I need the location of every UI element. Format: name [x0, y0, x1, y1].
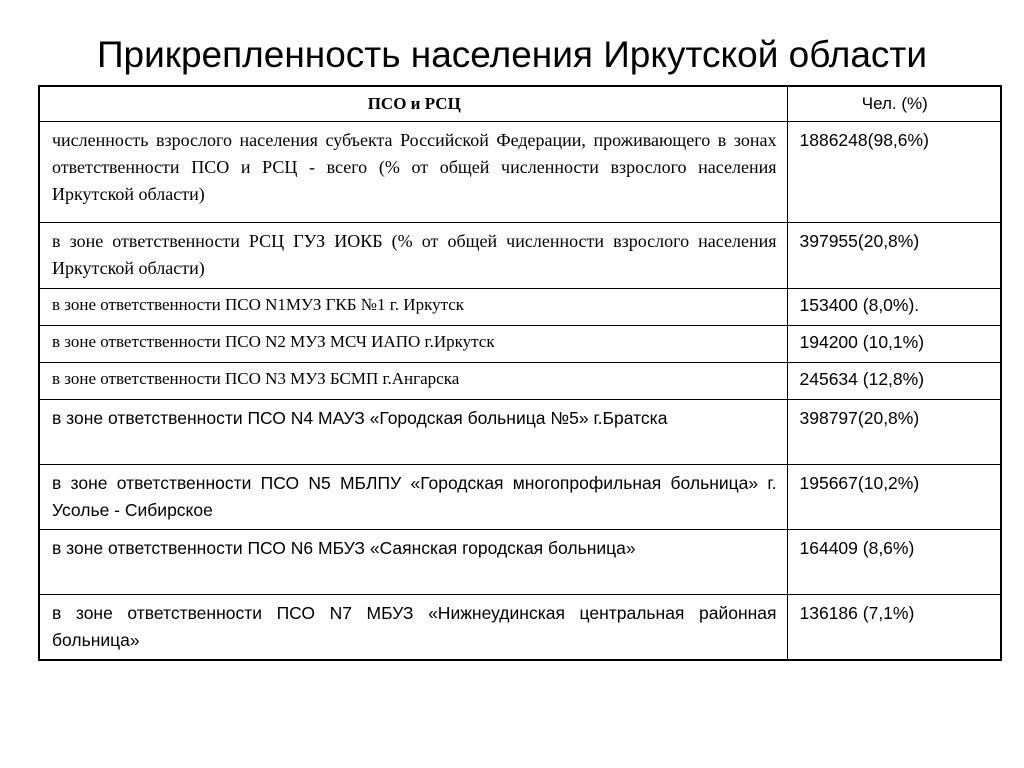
- row-value: 195667(10,2%): [787, 465, 1001, 530]
- page-title: Прикрепленность населения Иркутской области: [96, 34, 928, 75]
- table-row: [39, 122, 1001, 223]
- row-value: 153400 (8,0%).: [787, 289, 1001, 326]
- table-row: [39, 363, 1001, 400]
- table-row: [39, 326, 1001, 363]
- row-description: в зоне ответственности ПСО N4 МАУЗ «Городская больница №5» г.Братска: [39, 400, 787, 465]
- row-value: 136186 (7,1%): [787, 595, 1001, 661]
- table-row: [39, 465, 1001, 530]
- row-description: в зоне ответственности ПСО N6 МБУЗ «Саянская городская больница»: [39, 530, 787, 595]
- row-description: в зоне ответственности ПСО N1МУЗ ГКБ №1 г. Иркутск: [39, 289, 787, 326]
- table-row: [39, 289, 1001, 326]
- table-row: [39, 530, 1001, 595]
- row-value: 194200 (10,1%): [787, 326, 1001, 363]
- row-description: в зоне ответственности ПСО N3 МУЗ БСМП г.Ангарска: [39, 363, 787, 400]
- row-value: 397955(20,8%): [787, 223, 1001, 289]
- table-header-row: [39, 86, 1001, 122]
- row-value: 245634 (12,8%): [787, 363, 1001, 400]
- row-description: в зоне ответственности ПСО N2 МУЗ МСЧ ИАПО г.Иркутск: [39, 326, 787, 363]
- row-value: 398797(20,8%): [787, 400, 1001, 465]
- population-table: [38, 85, 1002, 661]
- row-description: в зоне ответственности РСЦ ГУЗ ИОКБ (% от общей численности взрослого населения Иркутской области): [39, 223, 787, 289]
- table-row: [39, 223, 1001, 289]
- column-header-value: Чел. (%): [787, 86, 1001, 122]
- table-row: [39, 595, 1001, 661]
- row-description: численность взрослого населения субъекта Российской Федерации, проживающего в зонах ответственности ПСО и РСЦ - всего (% от общей численности взрослого населения Иркутской области): [39, 122, 787, 223]
- column-header-description: ПСО и РСЦ: [39, 86, 787, 122]
- row-description: в зоне ответственности ПСО N7 МБУЗ «Нижнеудинская центральная районная больница»: [39, 595, 787, 661]
- row-description: в зоне ответственности ПСО N5 МБЛПУ «Городская многопрофильная больница» г. Усолье - Сибирское: [39, 465, 787, 530]
- table-row: [39, 400, 1001, 465]
- row-value: 1886248(98,6%): [787, 122, 1001, 223]
- row-value: 164409 (8,6%): [787, 530, 1001, 595]
